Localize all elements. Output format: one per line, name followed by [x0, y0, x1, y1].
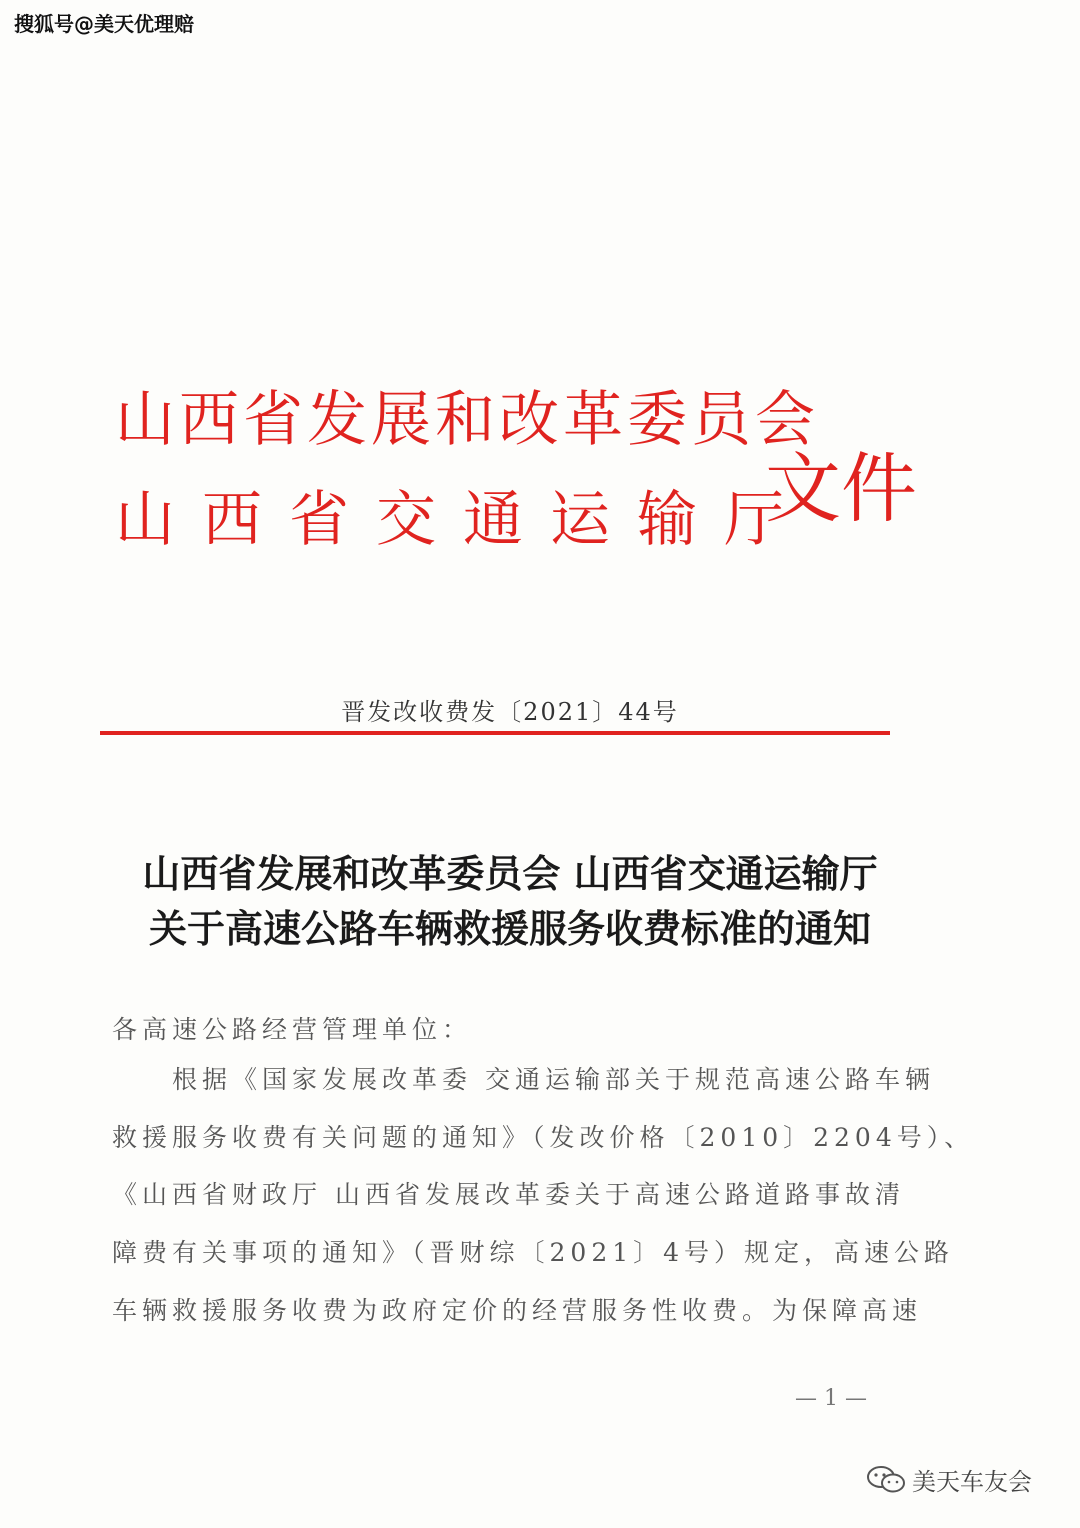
- red-divider: [100, 731, 890, 735]
- watermark-bottom-text: 美天车友会: [912, 1468, 1032, 1496]
- title-line-1: 山西省发展和改革委员会 山西省交通运输厅: [142, 851, 878, 896]
- header-suffix: 文件: [765, 444, 917, 533]
- header-issuer-2: [115, 472, 784, 558]
- body-line: 根据《国家发展改革委 交通运输部关于规范高速公路车辆: [172, 1065, 935, 1094]
- header-char: 省: [289, 485, 349, 555]
- body-line: 《山西省财政厅 山西省发展改革委关于高速公路道路事故清: [112, 1180, 905, 1209]
- header-char: 山: [115, 485, 175, 555]
- body-line: 救援服务收费有关问题的通知》（发改价格〔2010〕2204号）、: [112, 1123, 975, 1152]
- header-char: 运: [550, 485, 610, 555]
- document-number: 晋发改收费发〔2021〕44号: [341, 698, 679, 726]
- header-char: 交: [376, 485, 436, 555]
- header-char: 厅: [724, 485, 784, 555]
- header-char: 输: [637, 485, 697, 555]
- body-line: 车辆救援服务收费为政府定价的经营服务性收费。为保障高速: [112, 1296, 923, 1325]
- watermark-top: 搜狐号@美天优理赔: [14, 12, 194, 36]
- body-line: 障费有关事项的通知》（晋财综〔2021〕4号）规定，高速公路: [112, 1238, 955, 1267]
- page-number: — 1 —: [795, 1386, 867, 1411]
- header-char: 通: [463, 485, 523, 555]
- salutation: 各高速公路经营管理单位：: [112, 1015, 473, 1044]
- title-line-2: 关于高速公路车辆救援服务收费标准的通知: [148, 906, 871, 951]
- header-char: 西: [202, 485, 262, 555]
- wechat-icon: [866, 1465, 906, 1495]
- header-issuer-1: 山西省发展和改革委员会: [115, 385, 819, 455]
- watermark-bottom: [866, 1462, 1032, 1497]
